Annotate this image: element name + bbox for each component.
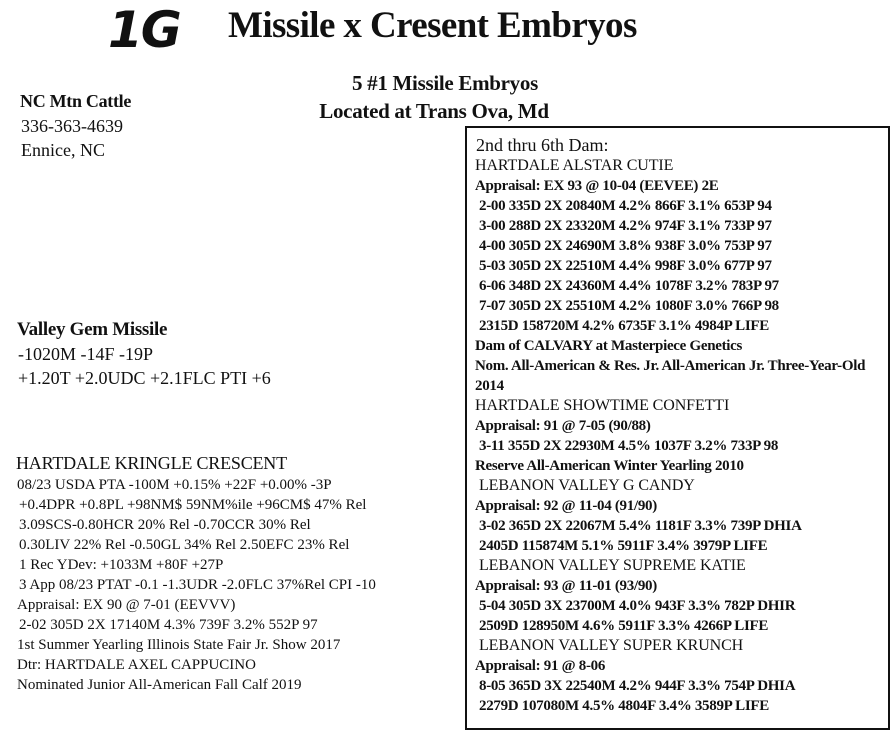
lot-number: 1G xyxy=(108,1,180,59)
sire-name: Valley Gem Missile xyxy=(17,319,168,340)
dam-detail-line: 1st Summer Yearling Illinois State Fair Jr. Show 2017 xyxy=(17,637,341,653)
ancestor-name: LEBANON VALLEY SUPREME KATIE xyxy=(479,557,746,574)
production-record: 7-07 305D 2X 25510M 4.2% 1080F 3.0% 766P 98 xyxy=(479,298,779,314)
subtitle-embryo-count: 5 #1 Missile Embryos xyxy=(352,71,538,95)
production-record: 3-02 365D 2X 22067M 5.4% 1181F 3.3% 739P DHIA xyxy=(479,518,802,534)
ancestor-name: LEBANON VALLEY SUPER KRUNCH xyxy=(479,637,744,654)
ancestor-name: LEBANON VALLEY G CANDY xyxy=(479,477,695,494)
pedigree-detail-line: Appraisal: EX 93 @ 10-04 (EEVEE) 2E xyxy=(475,178,719,194)
production-record: 8-05 365D 3X 22540M 4.2% 944F 3.3% 754P DHIA xyxy=(479,678,796,694)
dam-detail-line: 1 Rec YDev: +1033M +80F +27P xyxy=(19,557,224,573)
pedigree-detail-line: Nom. All-American & Res. Jr. All-American Jr. Three-Year-Old xyxy=(475,358,866,374)
dam-detail-line: 3 App 08/23 PTAT -0.1 -1.3UDR -2.0FLC 37%Rel CPI -10 xyxy=(19,577,376,593)
dam-detail-line: 08/23 USDA PTA -100M +0.15% +22F +0.00% -3P xyxy=(17,477,332,493)
production-record: 2509D 128950M 4.6% 5911F 3.3% 4266P LIFE xyxy=(479,618,769,634)
production-record: 3-00 288D 2X 23320M 4.2% 974F 3.1% 733P 97 xyxy=(479,218,772,234)
dam-detail-line: Appraisal: EX 90 @ 7-01 (EEVVV) xyxy=(17,597,236,613)
sire-proof-line: -1020M -14F -19P xyxy=(18,344,154,364)
production-record: 3-11 355D 2X 22930M 4.5% 1037F 3.2% 733P 98 xyxy=(479,438,779,454)
production-record: 2279D 107080M 4.5% 4804F 3.4% 3589P LIFE xyxy=(479,698,769,714)
dam-detail-line: Nominated Junior All-American Fall Calf 2019 xyxy=(17,677,302,693)
page-title: Missile x Cresent Embryos xyxy=(228,5,637,46)
production-record: 2315D 158720M 4.2% 6735F 3.1% 4984P LIFE xyxy=(479,318,769,334)
pedigree-heading: 2nd thru 6th Dam: xyxy=(476,135,609,155)
subtitle-location: Located at Trans Ova, Md xyxy=(319,99,549,123)
production-record: 5-04 305D 3X 23700M 4.0% 943F 3.3% 782P DHIR xyxy=(479,598,796,614)
production-record: 2-00 335D 2X 20840M 4.2% 866F 3.1% 653P 94 xyxy=(479,198,772,214)
pedigree-detail-line: Dam of CALVARY at Masterpiece Genetics xyxy=(475,338,743,354)
dam-details xyxy=(17,475,376,695)
production-record: 2405D 115874M 5.1% 5911F 3.4% 3979P LIFE xyxy=(479,538,768,554)
seller-name: NC Mtn Cattle xyxy=(20,91,132,111)
pedigree-lines xyxy=(475,156,865,716)
pedigree-detail-line: 2014 xyxy=(475,378,504,394)
production-record: 5-03 305D 2X 22510M 4.4% 998F 3.0% 677P 97 xyxy=(479,258,772,274)
pedigree-detail-line: Appraisal: 92 @ 11-04 (91/90) xyxy=(475,498,657,514)
pedigree-detail-line: Reserve All-American Winter Yearling 2010 xyxy=(475,458,744,474)
sire-type-line: +1.20T +2.0UDC +2.1FLC PTI +6 xyxy=(18,368,271,388)
ancestor-name: HARTDALE SHOWTIME CONFETTI xyxy=(475,397,730,414)
seller-phone: 336-363-4639 xyxy=(21,116,123,136)
dam-detail-line: Dtr: HARTDALE AXEL CAPPUCINO xyxy=(17,657,256,673)
pedigree-box xyxy=(465,126,890,730)
pedigree-detail-line: Appraisal: 91 @ 8-06 xyxy=(475,658,606,674)
dam-name: HARTDALE KRINGLE CRESCENT xyxy=(16,453,287,473)
production-record: 4-00 305D 2X 24690M 3.8% 938F 3.0% 753P 97 xyxy=(479,238,772,254)
dam-detail-line: 2-02 305D 2X 17140M 4.3% 739F 3.2% 552P 97 xyxy=(19,617,318,633)
dam-detail-line: 0.30LIV 22% Rel -0.50GL 34% Rel 2.50EFC 23% Rel xyxy=(19,537,350,553)
dam-detail-line: +0.4DPR +0.8PL +98NM$ 59NM%ile +96CM$ 47% Rel xyxy=(19,497,367,513)
production-record: 6-06 348D 2X 24360M 4.4% 1078F 3.2% 783P 97 xyxy=(479,278,779,294)
dam-detail-line: 3.09SCS-0.80HCR 20% Rel -0.70CCR 30% Rel xyxy=(19,517,311,533)
pedigree-detail-line: Appraisal: 91 @ 7-05 (90/88) xyxy=(475,418,651,434)
seller-location: Ennice, NC xyxy=(21,140,105,160)
ancestor-name: HARTDALE ALSTAR CUTIE xyxy=(475,157,674,174)
pedigree-detail-line: Appraisal: 93 @ 11-01 (93/90) xyxy=(475,578,657,594)
